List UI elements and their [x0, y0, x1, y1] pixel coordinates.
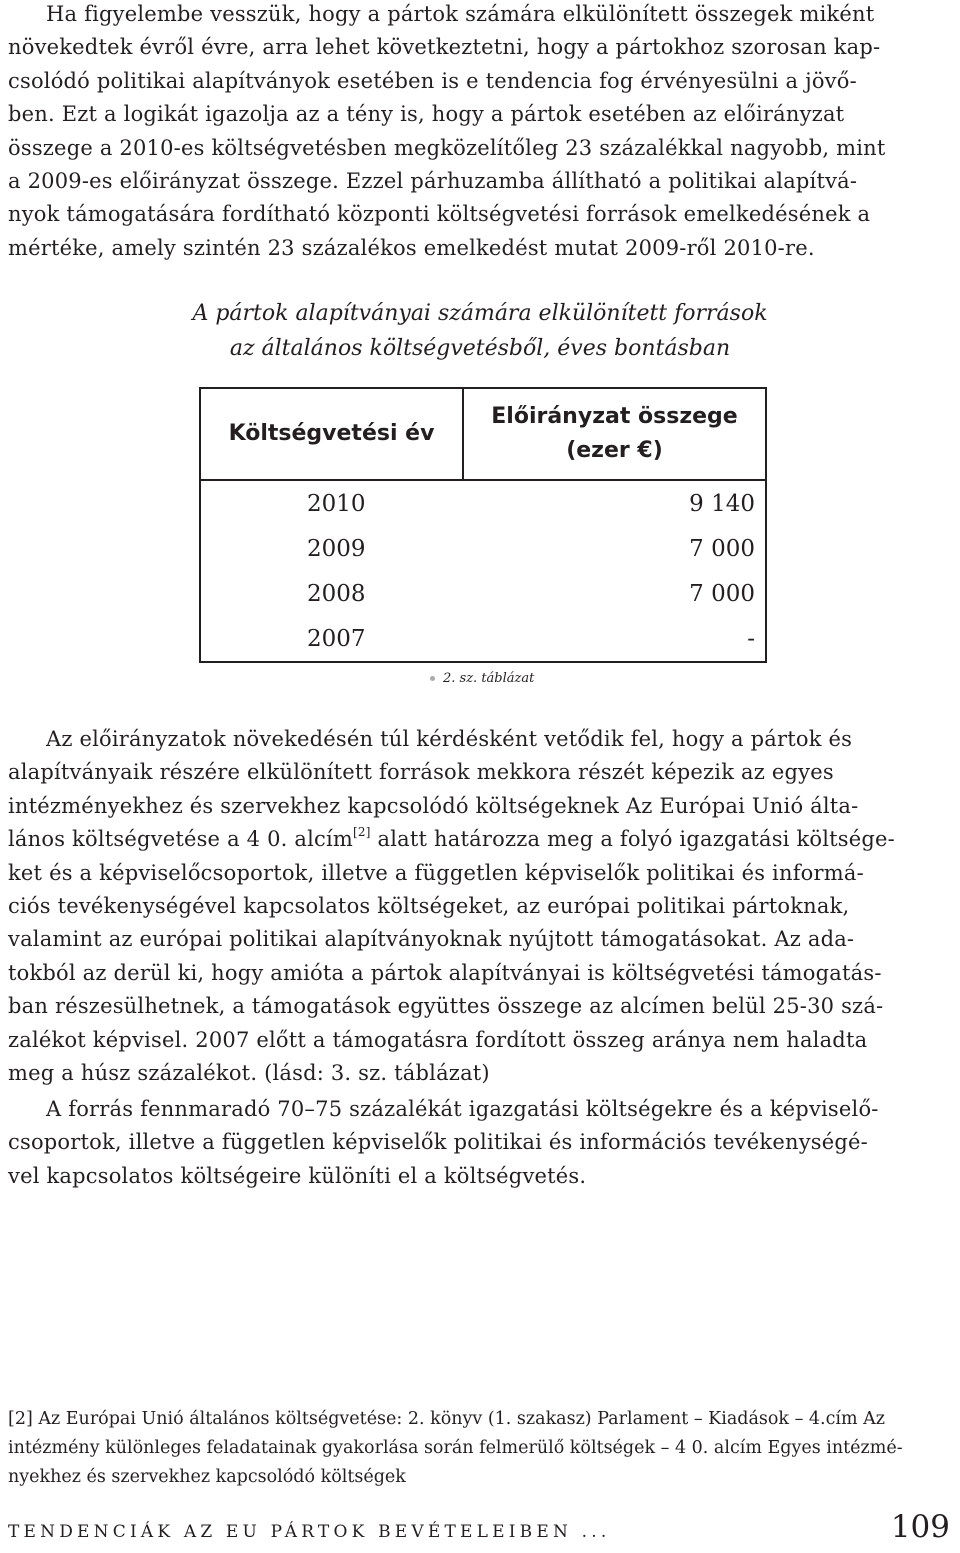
text-line: intézményekhez és szervekhez kapcsolódó költségeknek Az Európai Unió álta- — [8, 793, 859, 818]
footnote-line: nyekhez és szervekhez kapcsolódó költségek — [8, 1467, 406, 1487]
caption-line: A pártok alapítványai számára elkülönített források — [192, 301, 768, 326]
table-caption — [0, 296, 960, 366]
amount-cell: - — [747, 625, 755, 652]
text-line: mértéke, amely szintén 23 százalékos emelkedést mutat 2009-ről 2010-re. — [8, 235, 815, 260]
text-segment: lános költségvetése a 4 0. alcím — [8, 827, 354, 852]
text-line: Az előirányzatok növekedésén túl kérdésként vetődik fel, hogy a pártok és — [46, 727, 853, 751]
text-line: a 2009-es előirányzat összege. Ezzel párhuzamba állítható a politikai alapítvá- — [8, 169, 858, 194]
table-note-text: 2. sz. táblázat — [443, 671, 535, 686]
text-line: A forrás fennmaradó 70–75 százalékát igazgatási költségekre és a képviselő- — [46, 1097, 879, 1121]
text-line: zalékot képvisel. 2007 előtt a támogatásra fordított összeg aránya nem haladta — [8, 1027, 868, 1052]
footnote-line: [2] Az Európai Unió általános költségvetése: 2. könyv (1. szakasz) Parlament – Kiadások – 4.cím Az — [8, 1409, 885, 1429]
text-line: növekedtek évről évre, arra lehet következtetni, hogy a pártokhoz szorosan kap- — [8, 35, 881, 60]
text-line: csoportok, illetve a független képviselők politikai és információs tevékenységé- — [8, 1130, 868, 1155]
amount-cell: 9 140 — [689, 490, 755, 517]
text-line: tokból az derül ki, hogy amióta a pártok alapítványai is költségvetési támogatás- — [8, 960, 882, 985]
amount-cell: 7 000 — [689, 580, 755, 607]
text-line: ben. Ezt a logikát igazolja az a tény is, hogy a pártok esetében az előirányzat — [8, 102, 845, 127]
header-amount-line2: (ezer €) — [566, 438, 663, 463]
caption-line: az általános költségvetésből, éves bontásban — [229, 336, 731, 361]
year-cell: 2009 — [307, 535, 366, 562]
text-line: valamint az európai politikai alapítványoknak nyújtott támogatásokat. Az ada- — [8, 927, 855, 952]
footnote-line: intézmény különleges feladatainak gyakorlása során felmerülő költségek – 4 0. alcím Egyes intézmé- — [8, 1438, 903, 1458]
table-row — [200, 480, 766, 526]
text-line: ciós tevékenységével kapcsolatos költségeket, az európai politikai pártoknak, — [8, 894, 850, 919]
table-row — [200, 616, 766, 662]
text-line: Ha figyelembe vesszük, hogy a pártok számára elkülönített összegek miként — [46, 2, 875, 26]
header-amount-line1: Előirányzat összege — [491, 404, 738, 429]
paragraph-analysis — [8, 723, 952, 1090]
table-row — [200, 571, 766, 616]
header-year: Költségvetési év — [200, 388, 463, 480]
paragraph-remainder — [8, 1093, 952, 1193]
text-line: összege a 2010-es költségvetésben megközelítőleg 23 százalékkal nagyobb, mint — [8, 135, 886, 160]
table-row — [200, 526, 766, 571]
budget-table — [199, 387, 767, 663]
footnote-ref[interactable]: [2] — [353, 825, 371, 840]
header-amount — [463, 388, 766, 480]
text-line: csolódó politikai alapítványok esetében is e tendencia fog érvényesülni a jövő- — [8, 68, 857, 93]
text-line: ban részesülhetnek, a támogatások együttes összege az alcímen belül 25-30 szá- — [8, 994, 884, 1019]
table-note — [430, 671, 534, 686]
text-line: nyok támogatására fordítható központi költségvetési források emelkedésének a — [8, 202, 871, 227]
text-line-with-ref — [8, 823, 952, 856]
year-cell: 2010 — [307, 490, 366, 517]
text-line: ket és a képviselőcsoportok, illetve a független képviselők politikai és informá- — [8, 860, 864, 885]
footnote — [8, 1405, 952, 1492]
text-line: meg a húsz százalékot. (lásd: 3. sz. táblázat) — [8, 1061, 490, 1086]
table-header-row — [200, 388, 766, 480]
bullet-icon — [430, 676, 435, 681]
text-line: vel kapcsolatos költségeire különíti el a költségvetés. — [8, 1163, 587, 1188]
text-segment: alatt határozza meg a folyó igazgatási költsége- — [377, 827, 895, 852]
paragraph-intro — [8, 0, 952, 265]
running-footer-title: TENDENCIÁK AZ EU PÁRTOK BEVÉTELEIBEN ... — [8, 1522, 611, 1542]
year-cell: 2007 — [307, 625, 366, 652]
text-line: alapítványaik részére elkülönített források mekkora részét képezik az egyes — [8, 760, 834, 785]
amount-cell: 7 000 — [689, 535, 755, 562]
year-cell: 2008 — [307, 580, 366, 607]
page-number: 109 — [890, 1509, 950, 1545]
